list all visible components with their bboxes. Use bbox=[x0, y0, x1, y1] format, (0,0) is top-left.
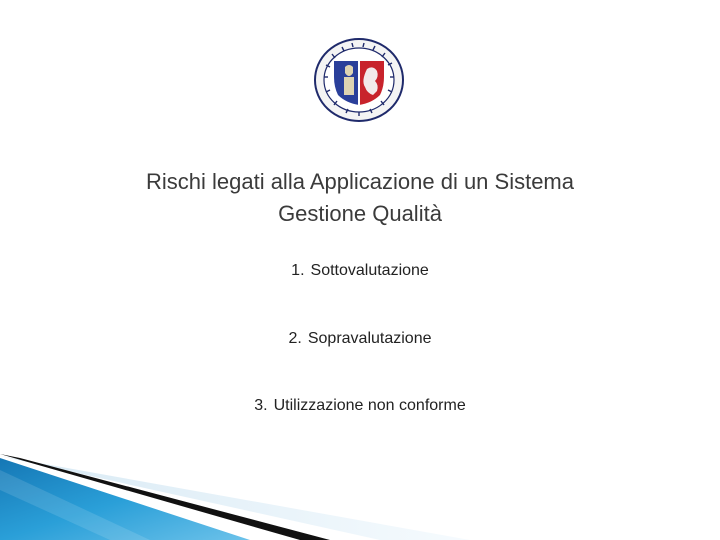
list-item-2 bbox=[0, 329, 720, 349]
list-item-text: Utilizzazione non conforme bbox=[273, 397, 466, 414]
list-item-text: Sopravalutazione bbox=[307, 330, 432, 347]
university-seal-icon bbox=[312, 37, 406, 123]
list-item-number: 2. bbox=[288, 330, 302, 347]
slide-title-line-2: Gestione Qualità bbox=[278, 201, 442, 226]
list-item-number: 3. bbox=[254, 397, 268, 414]
list-item-3 bbox=[0, 396, 720, 416]
corner-swoosh-icon bbox=[0, 440, 720, 540]
list-item-text: Sottovalutazione bbox=[310, 262, 429, 279]
list-item-1 bbox=[0, 261, 720, 281]
slide-title bbox=[60, 166, 660, 230]
slide-title-line-1: Rischi legati alla Applicazione di un Sistema bbox=[145, 169, 574, 194]
list-item-number: 1. bbox=[291, 262, 305, 279]
